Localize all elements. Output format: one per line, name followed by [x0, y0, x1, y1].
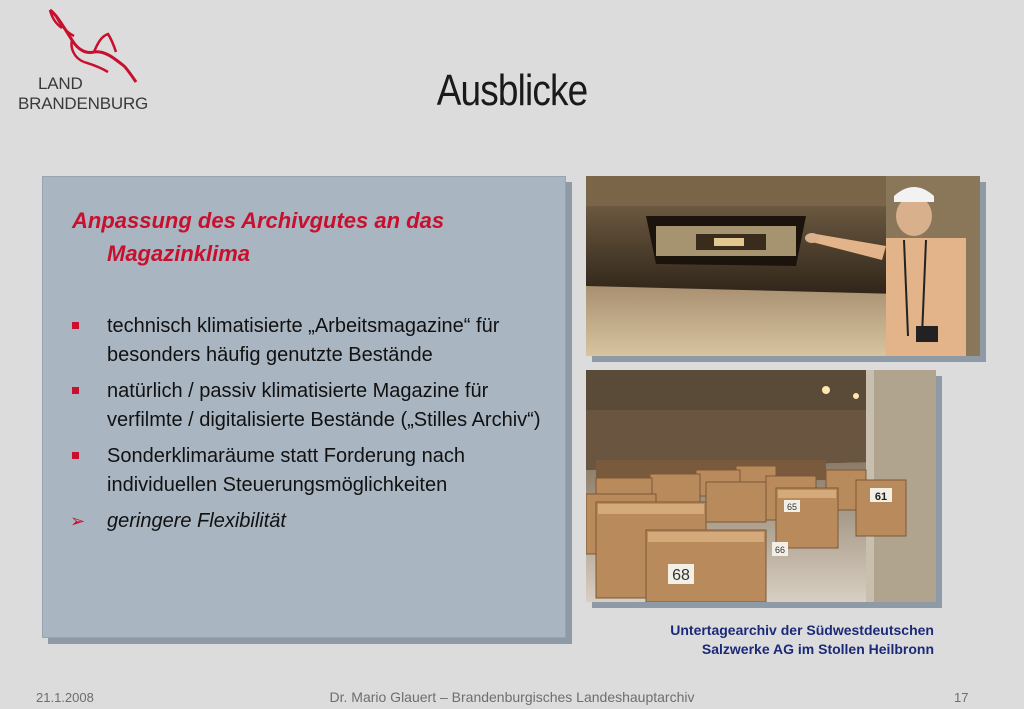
list-item: [72, 507, 552, 536]
footer-author: Dr. Mario Glauert – Brandenburgisches Landeshauptarchiv: [329, 689, 695, 705]
panel-heading-line1: Anpassung des Archivgutes an das: [72, 208, 445, 233]
arrow-bullet-icon: ➢: [70, 511, 86, 531]
list-item: [72, 442, 552, 500]
caption-line2: Salzwerke AG im Stollen Heilbronn: [701, 641, 934, 657]
bullet-text: technisch klimatisierte „Arbeitsmagazine“ für besonders häufig genutzte Bestände: [107, 315, 500, 366]
box-label-61: 61: [874, 491, 888, 503]
tunnel-photo-image: [586, 176, 980, 356]
bullet-square-icon: [72, 452, 79, 459]
bullet-text: Sonderklimaräume statt Forderung nach individuellen Steuerungsmöglichkeiten: [107, 445, 465, 496]
slide-title: Ausblicke: [436, 66, 588, 115]
bullet-list: [72, 312, 552, 543]
arrow-item-text: geringere Flexibilität: [107, 510, 286, 532]
list-item: [72, 312, 552, 370]
boxes-photo: [586, 370, 936, 602]
tunnel-photo: [586, 176, 980, 356]
panel-heading: [72, 204, 552, 270]
page-number: 17: [954, 690, 969, 705]
box-label-68: 68: [672, 567, 690, 584]
list-item: [72, 377, 552, 435]
logo-text-brandenburg: BRANDENBURG: [18, 94, 149, 113]
photo-caption: [670, 621, 934, 659]
box-label-65: 65: [786, 502, 798, 512]
caption-line1: Untertagearchiv der Südwestdeutschen: [670, 622, 934, 638]
box-label-66: 66: [774, 545, 786, 555]
boxes-photo-image: [586, 370, 936, 602]
panel-heading-line2: Magazinklima: [107, 241, 251, 266]
bullet-square-icon: [72, 387, 79, 394]
logo-text-land: LAND: [38, 74, 83, 93]
footer-date: 21.1.2008: [36, 690, 94, 705]
bullet-text: natürlich / passiv klimatisierte Magazine für verfilmte / digitalisierte Bestände („Stilles Archiv“): [107, 380, 541, 431]
bullet-square-icon: [72, 322, 79, 329]
